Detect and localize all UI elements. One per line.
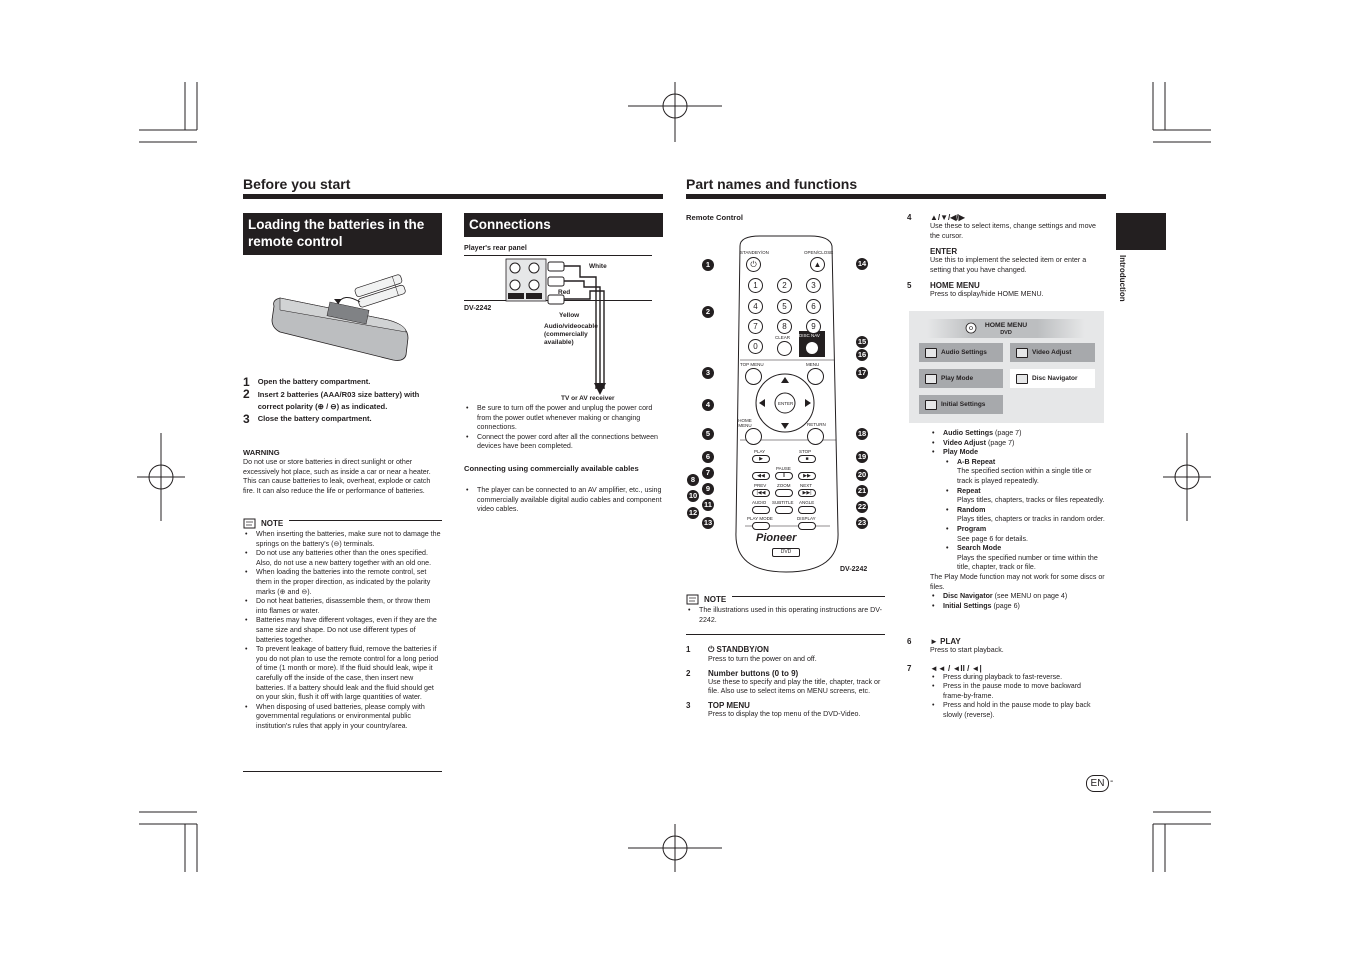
open-close-button: ▲ (810, 257, 825, 272)
batteries-heading: Loading the batteries in the remote control (243, 213, 442, 255)
next-label: NEXT (800, 483, 813, 488)
menu-button (807, 368, 824, 385)
white-label: White (589, 263, 607, 270)
clear-label: CLEAR (775, 335, 791, 340)
play-mode-repeat: • Repeat Plays titles, chapters, tracks or files repeatedly. (957, 487, 1105, 506)
note-icon (686, 594, 700, 605)
play-mode-program: • Program See page 6 for details. (957, 525, 1105, 544)
top-menu-label: TOP MENU (740, 362, 764, 367)
connecting-bullets: • The player can be connected to an AV amplifier, etc., using commercially available digital audio cables and component video cables. (464, 486, 663, 515)
step-2: 2 Insert 2 batteries (AAA/R03 size battery) with correct polarity (⊕ / ⊖) as indicated. (243, 387, 420, 411)
tile-video-adjust: Video Adjust (1010, 343, 1095, 362)
forward-button: ▶▶ (798, 472, 816, 480)
callout: 11 (702, 499, 714, 511)
note-item: • When inserting the batteries, make sure not to damage the springs on the battery's (⊖) terminals. (256, 530, 442, 549)
step-3: 3 Close the battery compartment. (243, 412, 372, 426)
note-item: • Do not use any batteries other than the ones specified. Also, do not use a new battery together with an old one. (256, 549, 442, 568)
callout: 1 (702, 259, 714, 271)
remote-model-label: DV-2242 (840, 566, 868, 573)
callout: 4 (702, 399, 714, 411)
play-mode-icon (925, 374, 937, 384)
panel-rule (464, 255, 652, 256)
display-button (798, 522, 816, 530)
callout: 8 (687, 474, 699, 486)
callout: 23 (857, 518, 867, 527)
callout: 7 (702, 467, 714, 479)
monitor-icon (1016, 348, 1028, 358)
next-button: ▶▶| (798, 489, 816, 497)
connections-bullets: • Be sure to turn off the power and unplug the power cord from the power outlet whenever making or changing connections. • Connect the power cord after all the connections between devices have been completed. (464, 404, 663, 452)
zoom-label: ZOOM (777, 483, 791, 488)
home-menu-banner: HOME MENU DVD (927, 319, 1085, 338)
callout: 15 (857, 337, 867, 346)
play-mode-ab: • A-B Repeat The specified section within a single title or track is played repeatedly. (957, 458, 1105, 487)
connections-heading: Connections (464, 213, 663, 237)
item-play: 6 ► PLAY Press to start playback. (907, 637, 1004, 654)
part-names-title: Part names and functions (686, 176, 858, 192)
digit-button: 3 (806, 278, 821, 293)
home-menu-screen (909, 311, 1104, 423)
connecting-subheading: Connecting using commercially available cables (464, 464, 639, 473)
callout: 18 (857, 429, 867, 438)
language-badge: EN (1086, 775, 1109, 792)
item-number-buttons: 2 Number buttons (0 to 9) Use these to specify and play the title, chapter, track or file. Also use to select items on MENU screens, etc. (686, 668, 881, 696)
callout: 9 (702, 483, 714, 495)
digit-button: 6 (806, 299, 821, 314)
digit-button: 4 (748, 299, 763, 314)
angle-button (798, 506, 816, 514)
warning-title: WARNING (243, 448, 280, 457)
title-rule (243, 194, 663, 199)
play-mode-button (752, 522, 770, 530)
yellow-label: Yellow (559, 312, 580, 319)
play-mode-search: • Search Mode Plays the specified number or time within the title, chapter, track or file. (957, 544, 1105, 573)
zoom-button (775, 489, 793, 497)
pause-button: II (775, 472, 793, 480)
speaker-icon (925, 348, 937, 358)
note-item: • To prevent leakage of battery fluid, remove the batteries if you do not plan to use the remote control for a long period of time (1 month or more). If the fluid should leak, wipe it carefully off the inside of the case, then insert new batteries. If a battery should leak and the fluid should get on your skin, flush it off with large quantities of water. (256, 645, 442, 703)
digit-button: 2 (777, 278, 792, 293)
digit-button: 0 (748, 339, 763, 354)
remote-note: NOTE • The illustrations used in this operating instructions are DV-2242. (686, 594, 885, 625)
prev-button: |◀◀ (752, 489, 770, 497)
disc-navigator-icon (1016, 374, 1028, 384)
play-button: ▶ (752, 455, 770, 463)
callout: 16 (857, 350, 867, 359)
note-item: • When disposing of used batteries, please comply with governmental regulations or environmental public institution's rules that apply in your country/area. (256, 703, 442, 732)
standby-button: ⏻ (746, 257, 761, 272)
callout: 17 (857, 368, 867, 377)
tile-initial-settings: Initial Settings (919, 395, 1003, 414)
home-menu-label: HOME MENU (738, 418, 752, 428)
menu-label: MENU (806, 362, 820, 367)
stop-button: ■ (798, 455, 816, 463)
note-heading: NOTE (243, 518, 283, 529)
items-4-5 (907, 213, 1102, 300)
item-cursor: 4 ▲/▼/◀/▶ Use these to select items, change settings and move the cursor. ENTER Use this to implement the selected item or enter a setting that you have changed. (907, 213, 1097, 274)
callout: 6 (702, 451, 714, 463)
disc-icon (965, 322, 977, 334)
receiver-label: TV or AV receiver (561, 395, 615, 402)
red-label: Red (558, 289, 571, 296)
model-label: DV-2242 (464, 305, 492, 312)
disc-nav-label: DISC NAV (799, 333, 820, 338)
callout: 10 (688, 491, 698, 500)
callout: 12 (688, 508, 698, 517)
home-menu-items (930, 429, 1105, 611)
digit-button: 9 (806, 319, 821, 334)
battery-loading-illustration (268, 270, 418, 365)
callout: 14 (857, 259, 867, 268)
angle-label: ANGLE (799, 500, 815, 505)
list-item-play-mode: • Play Mode (943, 448, 1105, 458)
subtitle-label: SUBTITLE (772, 500, 794, 505)
rear-panel-label: Player's rear panel (464, 244, 527, 252)
note-item: • When loading the batteries into the remote control, set them in the proper direction, as indicated by the polarity marks (⊕ and ⊖). (256, 568, 442, 597)
audio-button (752, 506, 770, 514)
callout: 22 (857, 502, 867, 511)
remote-control-figure (700, 232, 875, 577)
tile-disc-navigator: Disc Navigator (1010, 369, 1095, 388)
battery-steps (243, 377, 443, 425)
cable-label: Audio/videocable (commercially available) (544, 323, 598, 346)
list-item-audio: • Audio Settings (page 7) (943, 429, 1105, 439)
item-standby: 1 ⏻ STANDBY/ON Press to turn the power on and off. (686, 645, 817, 663)
home-menu-button (745, 428, 762, 445)
dvd-logo: DVD (772, 548, 800, 557)
items-6-7 (907, 637, 1102, 721)
digit-button: 8 (777, 319, 792, 334)
play-mode-note: The Play Mode function may not work for some discs or files. (930, 572, 1105, 591)
battery-note (243, 518, 442, 731)
tile-play-mode: Play Mode (919, 369, 1003, 388)
before-you-start-title: Before you start (243, 176, 351, 192)
callout: 21 (857, 486, 867, 495)
pause-label: PAUSE (776, 466, 791, 471)
list-item-disc-navigator: • Disc Navigator (see MENU on page 4) (943, 592, 1105, 602)
note-end-rule (686, 634, 885, 635)
callout: 20 (857, 470, 867, 479)
digit-button: 7 (748, 319, 763, 334)
digit-button: 5 (777, 299, 792, 314)
callout: 2 (702, 306, 714, 318)
step-1: 1 Open the battery compartment. (243, 375, 371, 389)
digit-button: 1 (748, 278, 763, 293)
clear-button (777, 341, 792, 356)
item-reverse: 7 ◄◄ / ◄II / ◄| • Press during playback to fast-reverse. • Press in the pause mode to move backward frame-by-frame. • Press and hold in the pause mode to play back slowly (reverse). (907, 664, 1102, 721)
prev-label: PREV (754, 483, 767, 488)
standby-label: STANDBY/ON (740, 250, 769, 255)
audio-label: AUDIO (752, 500, 767, 505)
pioneer-logo: Pioneer (756, 532, 797, 544)
display-label: DISPLAY (797, 516, 816, 521)
note-icon (243, 518, 257, 529)
rewind-button: ◀◀ (752, 472, 770, 480)
stop-label: STOP (799, 449, 812, 454)
callout: 13 (703, 518, 713, 527)
open-close-label: OPEN/CLOSE (804, 250, 834, 255)
return-button (807, 428, 824, 445)
return-label: RETURN (807, 422, 826, 427)
title-rule-right (686, 194, 1106, 199)
list-item-video: • Video Adjust (page 7) (943, 439, 1105, 449)
item-home-menu: 5 HOME MENU Press to display/hide HOME MENU. (907, 281, 1044, 299)
tile-audio-settings: Audio Settings (919, 343, 1003, 362)
wrench-icon (925, 400, 937, 410)
warning-text: Do not use or store batteries in direct sunlight or other excessively hot place, such as inside a car or near a heater. This can cause batteries to leak, overheat, explode or catch fire. It can also reduce the life or performance of batteries. (243, 458, 431, 495)
play-label: PLAY (754, 449, 766, 454)
play-mode-random: • Random Plays titles, chapters or tracks in random order. (957, 506, 1105, 525)
item-top-menu: 3 TOP MENU Press to display the top menu of the DVD-Video. (686, 700, 861, 718)
introduction-tab-label: Introduction (1118, 255, 1127, 302)
note-end-rule (243, 771, 442, 772)
note-item: • Batteries may have different voltages, even if they are the same size and shape. Do not use different types of batteries together. (256, 616, 442, 645)
remote-control-label: Remote Control (686, 213, 743, 222)
play-mode-label: PLAY MODE (747, 516, 773, 521)
enter-label: ENTER (778, 401, 794, 406)
callout: 5 (702, 428, 714, 440)
callout: 19 (857, 452, 867, 461)
page-number: - (1110, 776, 1114, 787)
subtitle-button (775, 506, 793, 514)
callout: 3 (702, 367, 714, 379)
top-menu-button (745, 368, 762, 385)
side-tab (1116, 213, 1166, 250)
items-1-3 (686, 645, 886, 719)
list-item-initial-settings: • Initial Settings (page 6) (943, 602, 1105, 612)
note-item: • Do not heat batteries, disassemble them, or throw them into flames or water. (256, 597, 442, 616)
